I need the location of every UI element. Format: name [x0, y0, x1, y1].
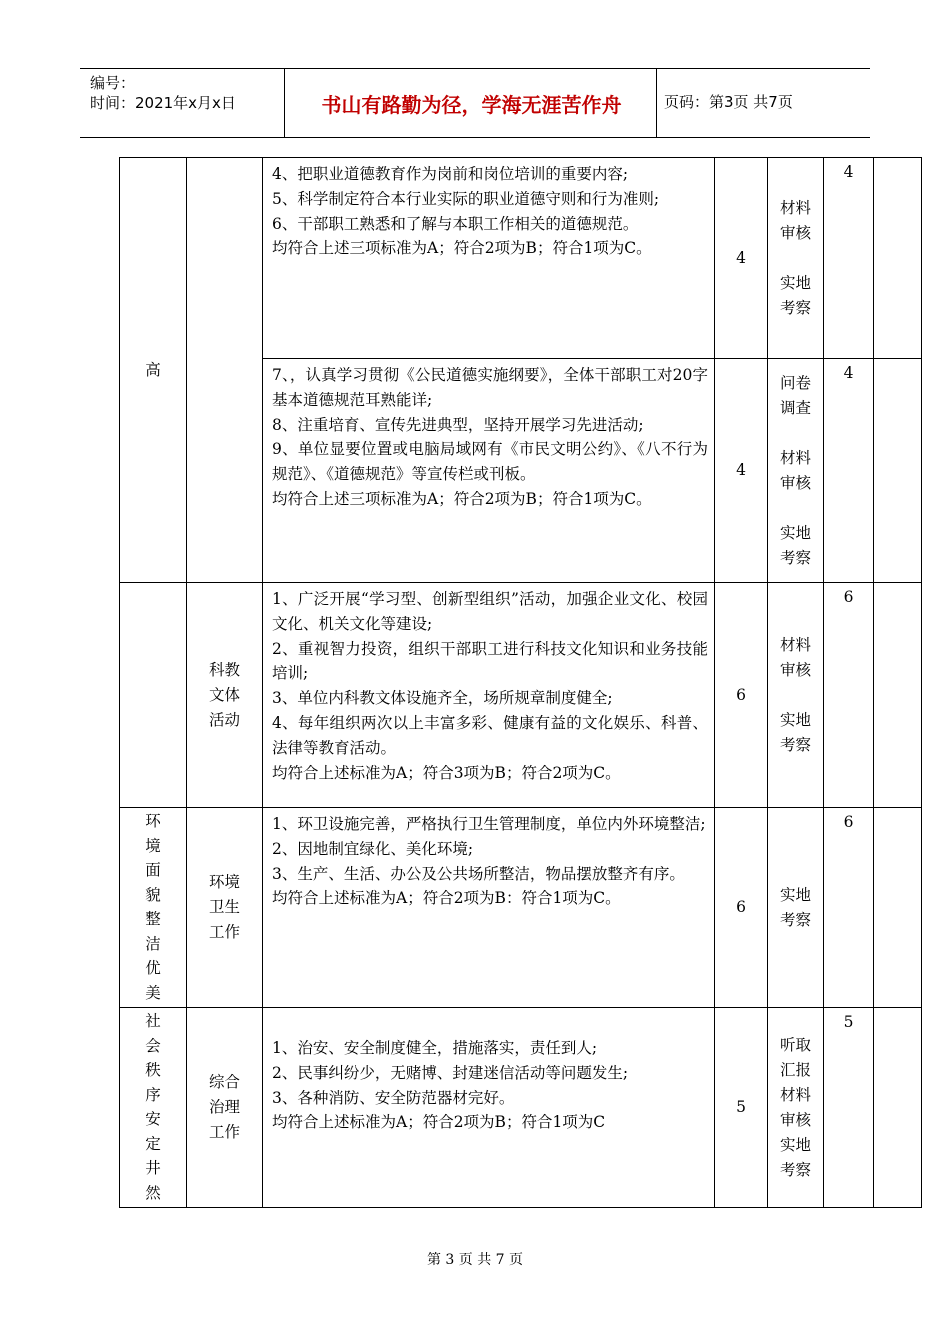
table-row	[120, 158, 922, 359]
criteria-rule: 均符合上述标准为A；符合2项为B：符合1项为C。	[272, 889, 621, 908]
category-cell	[120, 583, 187, 808]
criteria-item: 4、把职业道德教育作为岗前和岗位培训的重要内容;	[272, 165, 629, 183]
table-row	[120, 1008, 922, 1208]
method-line: 实地考察	[779, 273, 811, 317]
empty-cell	[874, 359, 922, 583]
criteria-rule: 均符合上述标准为A；符合2项为B；符合1项为C	[272, 1113, 606, 1132]
empty-cell	[874, 808, 922, 1008]
header-meta	[90, 73, 236, 113]
criteria-item: 3、生产、生活、办公及公共场所整洁，物品摆放整齐有序。	[272, 864, 685, 883]
criteria-cell	[263, 808, 715, 1008]
subcategory-label: 环境卫生工作	[208, 873, 240, 941]
subcategory-cell	[187, 808, 263, 1008]
header-motto: 书山有路勤为径，学海无涯苦作舟	[321, 93, 622, 117]
points-cell: 4	[824, 359, 874, 583]
points-cell: 6	[824, 808, 874, 1008]
criteria-item: 6、干部职工熟悉和了解与本职工作相关的道德规范。	[272, 214, 639, 233]
points-cell: 5	[824, 1008, 874, 1208]
method-line: 听取汇报	[779, 1035, 811, 1079]
criteria-cell	[263, 158, 715, 359]
criteria-item: 2、因地制宜绿化、美化环境;	[272, 839, 474, 858]
subcategory-label: 科教文体活动	[208, 660, 240, 729]
criteria-item: 9、单位显要位置或电脑局域网有《市民文明公约》、《八不行为规范》、《道德规范》等宣传栏或刊板。	[272, 440, 708, 484]
method-line: 实地考察	[779, 710, 811, 754]
category-label: 社会秩序安定井然	[145, 1012, 161, 1202]
empty-cell	[874, 583, 922, 808]
method-cell	[768, 158, 824, 359]
criteria-rule: 均符合上述三项标准为A；符合2项为B；符合1项为C。	[272, 239, 652, 258]
empty-cell	[874, 1008, 922, 1208]
table-row	[120, 583, 922, 808]
subcategory-label: 综合治理工作	[208, 1073, 240, 1141]
method-cell	[768, 359, 824, 583]
criteria-item: 8、注重培育、宣传先进典型，坚持开展学习先进活动;	[272, 415, 644, 434]
criteria-item: 3、单位内科教文体设施齐全，场所规章制度健全;	[272, 689, 613, 708]
page-header	[80, 68, 870, 138]
criteria-item: 1、治安、安全制度健全，措施落实，责任到人;	[272, 1039, 598, 1057]
category-cell	[120, 1008, 187, 1208]
criteria-cell	[263, 1008, 715, 1208]
evaluation-table	[119, 157, 922, 1208]
score-cell: 4	[715, 359, 768, 583]
score-cell: 5	[715, 1008, 768, 1208]
criteria-item: 2、民事纠纷少，无赌博、封建迷信活动等问题发生;	[272, 1063, 629, 1082]
category-label: 环境面貌整洁优美	[145, 812, 161, 1002]
criteria-rule: 均符合上述三项标准为A；符合2项为B；符合1项为C。	[272, 489, 652, 508]
method-line	[779, 246, 812, 271]
subcategory-cell	[187, 1008, 263, 1208]
method-line: 问卷调查	[779, 373, 811, 417]
criteria-item: 2、重视智力投资，组织干部职工进行科技文化知识和业务技能培训;	[272, 639, 708, 683]
score-cell: 6	[715, 583, 768, 808]
criteria-item: 5、科学制定符合本行业实际的职业道德守则和行为准则;	[272, 189, 660, 208]
points-cell: 6	[824, 583, 874, 808]
criteria-item: 1、广泛开展“学习型、创新型组织”活动，加强企业文化、校园文化、机关文化等建设;	[272, 590, 708, 633]
document-date: 时间：2021年x月x日	[90, 94, 236, 112]
criteria-cell	[263, 583, 715, 808]
method-line	[779, 683, 812, 708]
document-number-label: 编号：	[90, 74, 136, 92]
method-line: 实地考察	[779, 1135, 811, 1179]
subcategory-cell	[187, 158, 263, 583]
criteria-item: 7、，认真学习贯彻《公民道德实施纲要》，全体干部职工对20字基本道德规范耳熟能详;	[272, 366, 708, 409]
category-cell	[120, 808, 187, 1008]
category-cell	[120, 158, 187, 583]
method-line: 材料审核	[779, 635, 811, 679]
method-line: 材料审核	[779, 198, 811, 242]
category-label: 高	[145, 360, 161, 379]
method-cell	[768, 808, 824, 1008]
method-line: 实地考察	[779, 523, 811, 567]
criteria-item: 1、环卫设施完善，严格执行卫生管理制度，单位内外环境整洁;	[272, 815, 706, 833]
method-line: 材料审核	[779, 1085, 811, 1129]
method-cell	[768, 583, 824, 808]
method-cell	[768, 1008, 824, 1208]
score-cell: 6	[715, 808, 768, 1008]
header-page-info: 页码：第3页 共7页	[664, 93, 793, 111]
page-footer: 第 3 页 共 7 页	[426, 1252, 524, 1268]
method-line: 材料审核	[779, 448, 811, 492]
method-line	[779, 496, 812, 521]
criteria-item: 4、每年组织两次以上丰富多彩、健康有益的文化娱乐、科普、法律等教育活动。	[272, 713, 708, 757]
criteria-rule: 均符合上述标准为A；符合3项为B；符合2项为C。	[272, 763, 621, 782]
subcategory-cell	[187, 583, 263, 808]
criteria-item: 3、各种消防、安全防范器材完好。	[272, 1088, 515, 1107]
table-row	[120, 808, 922, 1008]
score-cell: 4	[715, 158, 768, 359]
empty-cell	[874, 158, 922, 359]
points-cell: 4	[824, 158, 874, 359]
method-line: 实地考察	[779, 885, 811, 929]
criteria-cell	[263, 359, 715, 583]
header-divider	[656, 69, 657, 137]
method-line	[779, 421, 812, 446]
